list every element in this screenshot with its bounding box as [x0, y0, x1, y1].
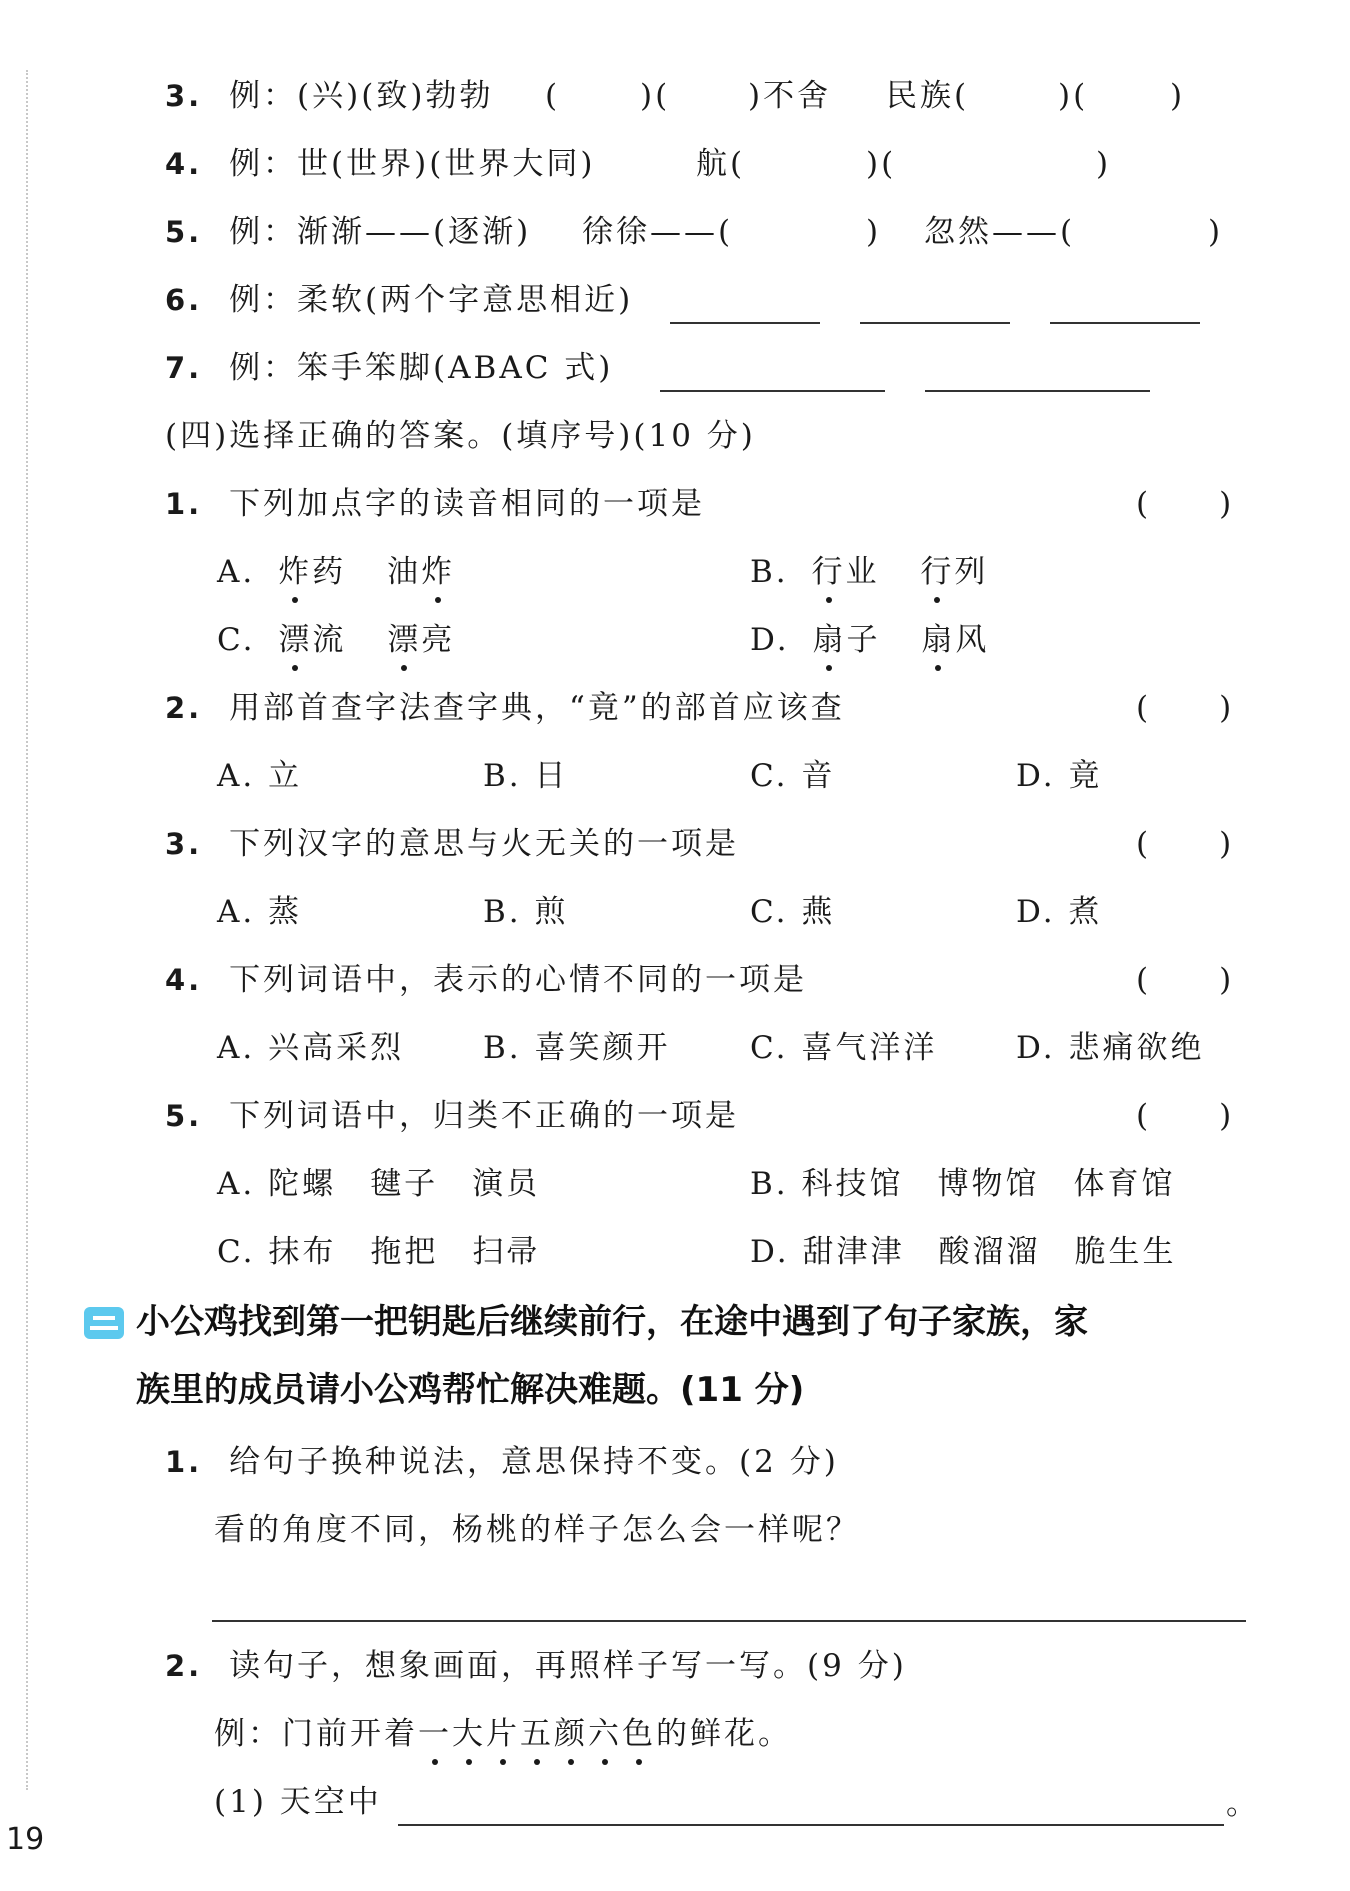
q5-word3: 忽然——(: [924, 214, 1076, 250]
part4-title: (四)选择正确的答案。(填序号)(10 分): [165, 418, 756, 454]
q5-example: 例：渐渐——(逐渐): [229, 214, 532, 250]
dotted-char: 漂: [278, 618, 312, 662]
p4-q1-stem: [165, 482, 705, 526]
q5-word2: 徐徐——(: [582, 214, 734, 250]
p4-q3-option-a[interactable]: A. 蒸: [217, 894, 303, 930]
s2-q2-sub1-label: (1) 天空中: [214, 1784, 382, 1820]
q4-example: 例：世(世界)(世界大同): [229, 146, 596, 182]
example-prefix: 例：门前开着: [214, 1716, 418, 1752]
p4-q5-option-d[interactable]: D. 甜津津 酸溜溜 脆生生: [750, 1234, 1177, 1270]
dotted-char: 一: [418, 1712, 452, 1756]
dotted-char: 扇: [921, 618, 955, 662]
char: 业: [845, 554, 880, 590]
p4-q2-option-c[interactable]: C. 音: [750, 758, 836, 794]
p4-q2-option-d[interactable]: D. 竟: [1016, 758, 1103, 794]
q6-line: [165, 278, 633, 322]
p4-q1-number: 1.: [165, 487, 203, 521]
char: 列: [954, 554, 989, 590]
p4-q5-number: 5.: [165, 1099, 203, 1133]
p4-q5-answer-parens[interactable]: ( ): [1136, 1098, 1235, 1134]
q7-number: 7.: [165, 351, 203, 385]
q6-answer-blank-3[interactable]: [1050, 292, 1200, 324]
char: 流: [312, 622, 347, 658]
p4-q2-stem: [165, 686, 845, 730]
q6-example: 例：柔软(两个字意思相近): [229, 282, 634, 318]
p4-q1-option-c[interactable]: [217, 618, 455, 662]
p4-q4-text: 下列词语中，表示的心情不同的一项是: [229, 962, 808, 998]
q3-line: [165, 74, 493, 118]
p4-q2-answer-parens[interactable]: ( ): [1136, 690, 1235, 726]
s2-q2-text: 读句子，想象画面，再照样子写一写。(9 分): [229, 1648, 907, 1684]
dotted-char: 颜: [554, 1712, 588, 1756]
p4-q1-answer-parens[interactable]: ( ): [1136, 486, 1235, 522]
q7-example: 例：笨手笨脚(ABAC 式): [229, 350, 614, 386]
p4-q1-option-b[interactable]: [750, 550, 988, 594]
p4-q4-option-b[interactable]: B. 喜笑颜开: [483, 1030, 671, 1066]
q3-word2: 民族(: [886, 78, 970, 114]
s2-q1-text: 给句子换种说法，意思保持不变。(2 分): [229, 1444, 839, 1480]
p4-q4-stem: [165, 958, 807, 1002]
s2-q2-number: 2.: [165, 1649, 203, 1683]
p4-q4-answer-parens[interactable]: ( ): [1136, 962, 1235, 998]
p4-q2-option-b[interactable]: B. 日: [483, 758, 569, 794]
p4-q4-option-a[interactable]: A. 兴高采烈: [217, 1030, 405, 1066]
q3-blank-close-2: ): [1170, 78, 1186, 114]
s2-q1-stem: [165, 1440, 839, 1484]
option-letter: D.: [750, 622, 790, 658]
q3-example: 例：(兴)(致)勃勃: [229, 78, 494, 114]
q6-answer-blank-2[interactable]: [860, 292, 1010, 324]
p4-q3-option-d[interactable]: D. 煮: [1016, 894, 1103, 930]
option-letter: B.: [750, 554, 789, 590]
q3-number: 3.: [165, 79, 203, 113]
p4-q1-text: 下列加点字的读音相同的一项是: [229, 486, 706, 522]
q3-blank-2[interactable]: )(: [640, 78, 671, 114]
section2-heading-line1: 小公鸡找到第一把钥匙后继续前行，在途中遇到了句子家族，家: [136, 1302, 1088, 1342]
p4-q4-option-c[interactable]: C. 喜气洋洋: [750, 1030, 938, 1066]
dotted-char: 行: [920, 550, 954, 594]
section2-heading-line2: 族里的成员请小公鸡帮忙解决难题。(11 分): [136, 1370, 805, 1410]
dotted-char: 五: [520, 1712, 554, 1756]
s2-q1-sentence: 看的角度不同，杨桃的样子怎么会一样呢？: [214, 1512, 860, 1548]
p4-q3-option-b[interactable]: B. 煎: [483, 894, 569, 930]
section-two-badge-icon: [84, 1307, 124, 1339]
dotted-char: 大: [452, 1712, 486, 1756]
binding-margin-dots: [26, 70, 28, 1790]
q4-blank-2[interactable]: )(: [866, 146, 897, 182]
p4-q4-number: 4.: [165, 963, 203, 997]
dotted-char: 漂: [387, 618, 421, 662]
q5-blank-3-close[interactable]: ): [1208, 214, 1224, 250]
char: 子: [846, 622, 881, 658]
q7-answer-blank-2[interactable]: [925, 360, 1150, 392]
s2-q2-sub1-answer-line[interactable]: [398, 1794, 1224, 1826]
p4-q2-number: 2.: [165, 691, 203, 725]
char: 亮: [421, 622, 456, 658]
page-number: 19: [6, 1822, 45, 1857]
p4-q3-answer-parens[interactable]: ( ): [1136, 826, 1235, 862]
char: 油: [386, 554, 421, 590]
q3-blank-close: )不舍: [748, 78, 832, 114]
dotted-char: 片: [486, 1712, 520, 1756]
p4-q2-option-a[interactable]: A. 立: [217, 758, 303, 794]
p4-q3-number: 3.: [165, 827, 203, 861]
char: 药: [312, 554, 347, 590]
s2-q2-example: [214, 1712, 792, 1756]
q7-answer-blank-1[interactable]: [660, 360, 885, 392]
p4-q3-stem: [165, 822, 739, 866]
dotted-char: 炸: [278, 550, 312, 594]
s2-q1-number: 1.: [165, 1445, 203, 1479]
q6-number: 6.: [165, 283, 203, 317]
p4-q5-text: 下列词语中，归类不正确的一项是: [229, 1098, 740, 1134]
example-suffix: 的鲜花。: [656, 1716, 792, 1752]
dotted-char: 六: [588, 1712, 622, 1756]
p4-q5-option-a[interactable]: A. 陀螺 毽子 演员: [217, 1166, 541, 1202]
p4-q5-option-b[interactable]: B. 科技馆 博物馆 体育馆: [750, 1166, 1176, 1202]
dotted-char: 炸: [421, 550, 455, 594]
char: 风: [955, 622, 990, 658]
p4-q3-text: 下列汉字的意思与火无关的一项是: [229, 826, 740, 862]
q6-answer-blank-1[interactable]: [670, 292, 820, 324]
p4-q5-option-c[interactable]: C. 抹布 拖把 扫帚: [217, 1234, 541, 1270]
q4-word2: 航(: [696, 146, 746, 182]
q3-blank-3[interactable]: )(: [1058, 78, 1089, 114]
s2-q1-answer-line[interactable]: [212, 1590, 1246, 1622]
p4-q5-stem: [165, 1094, 739, 1138]
p4-q2-text: 用部首查字法查字典，“竟”的部首应该查: [229, 690, 845, 726]
dotted-char: 色: [622, 1712, 656, 1756]
q4-line: [165, 142, 595, 186]
q5-line: [165, 210, 531, 254]
s2-q2-sub1-end: 。: [1226, 1786, 1260, 1822]
q4-number: 4.: [165, 147, 203, 181]
dotted-char: 行: [812, 550, 846, 594]
q5-number: 5.: [165, 215, 203, 249]
s2-q2-stem: [165, 1644, 907, 1688]
option-letter: A.: [217, 554, 256, 590]
q4-blank-close: ): [1096, 146, 1112, 182]
p4-q3-option-c[interactable]: C. 燕: [750, 894, 836, 930]
dotted-char: 扇: [812, 618, 846, 662]
p4-q1-option-d[interactable]: [750, 618, 989, 662]
p4-q1-option-a[interactable]: [217, 550, 455, 594]
q3-blank-1-open[interactable]: (: [545, 78, 561, 114]
q7-line: [165, 346, 613, 390]
option-letter: C.: [217, 622, 256, 658]
q5-blank-2-close[interactable]: ): [866, 214, 882, 250]
p4-q4-option-d[interactable]: D. 悲痛欲绝: [1016, 1030, 1205, 1066]
